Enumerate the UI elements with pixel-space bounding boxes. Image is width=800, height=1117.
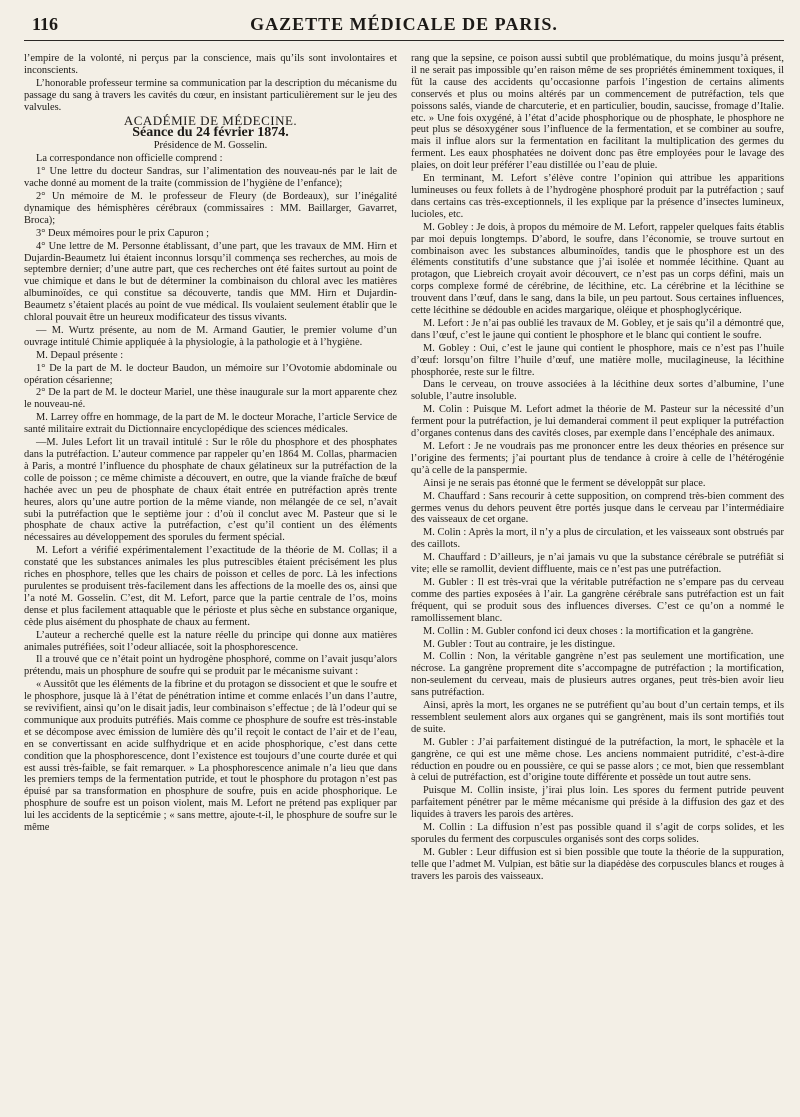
left-column-paragraph: M. Depaul présente : (36, 349, 124, 361)
article-columns (24, 53, 784, 1103)
left-column-paragraph: 1° Une lettre du docteur Sandras, sur l’alimentation des nouveau-nés par le lait de vache donné au moment de la traite (commission de l’hygiène de l’enfance); (24, 166, 397, 190)
right-column-paragraph: M. Colin : Après la mort, il n’y a plus de circulation, et les vaisseaux sont obstrués par des caillots. (411, 527, 784, 551)
right-column-paragraph: M. Gubler : Leur diffusion est si bien possible que toute la théorie de la suppuration, telle que l’admet M. Vulpian, est bâtie sur la diapédèse des corpuscules blancs et rouges à travers les parois des vaisseaux. (411, 846, 784, 882)
left-column-paragraph: M. Larrey offre en hommage, de la part de M. le docteur Morache, l’article Service de santé militaire extrait du Dictionnaire encyclopédique des sciences médicales. (24, 412, 397, 436)
right-column-paragraph: Puisque M. Collin insiste, j’irai plus loin. Les spores du ferment putride peuvent parfaitement pénétrer par le même mécanisme qui préside à la diffusion des gaz et des liquides à travers les parois des artères. (411, 785, 784, 821)
right-column-paragraph: M. Collin : La diffusion n’est pas possible quand il s’agit de corps solides, et les sporules du ferment des corpuscules organisés sont des corps solides. (411, 822, 784, 845)
right-column-paragraph: M. Collin : Non, la véritable gangrène n’est pas seulement une mortification, une nécrose. La gangrène proprement dite s’accompagne de putréfaction ; la mortification, non-seulement du cerveau, mais de plusieurs autres organes, peut très-bien avoir lieu sans putréfaction. (411, 651, 784, 699)
right-column-paragraph: En terminant, M. Lefort s’élève contre l’opinion qui attribue les apparitions lumineuses ou feux follets à de l’hydrogène phosphoré produit par la putréfaction ; sauf dans certains cas très-exceptionnels, il les explique par la présence d’insectes lumineux, lucioles, etc. (411, 173, 784, 220)
left-column-paragraph: L’honorable professeur termine sa communication par la description du mécanisme du passage du sang à travers les cavités du cœur, en insistant particulièrement sur le jeu des valvules. (24, 77, 397, 113)
right-column-paragraph: M. Chauffard : D’ailleurs, je n’ai jamais vu que la substance cérébrale se putréfiât si vite; elle se ramollit, devient diffluente, mais ce n’est pas une putréfaction. (411, 552, 784, 576)
left-column-paragraph: « Aussitôt que les éléments de la fibrine et du protagon se dissocient et que le soufre et le phosphore, jusque là à l’état de pénétration intime et comme enlacés l’un dans l’autre, se revivifient, ainsi qu’on le disait jadis, leur combinaison s’effectue ; de là l’odeur qui se communique aux produits putréfiés. Mais comme ce phosphure de soufre est très-instable et se décompose avec émission de lumière dès qu’il reçoit le contact de l’air et de l’eau, en se convertissant en acide sulfhydrique et en acide phosphorique, c’est dans cette condition que la phosphorescence, dont l’existence est toujours d’une courte durée et qui est aussi très-faible, se fait remarquer. » La phosphorescence animale n’a lieu que dans les premiers temps de la fermentation putride, et tout le phosphore du protagon n’est pas épuisé par sa transformation en phosphure de soufre, puis en acide phosphorique. Le phosphure de soufre est un poison violent, mais M. Lefort ne prétend pas expliquer par lui les accidents de la septicémie ; « sans mettre, ajoute-t-il, le phosphure de soufre sur le même (24, 679, 397, 834)
presidency-line: Présidence de M. Gosselin. (153, 140, 268, 152)
left-column-paragraph: 1° De la part de M. le docteur Baudon, un mémoire sur l’Ovotomie abdominale ou opération césarienne; (24, 362, 397, 386)
running-head (24, 8, 784, 41)
left-column-paragraph: 3° Deux mémoires pour le prix Capuron ; (36, 227, 209, 239)
left-column-paragraph: M. Lefort a vérifié expérimentalement l’exactitude de la théorie de M. Collas; il a constaté que les substances animales les plus putrescibles étaient précisément les plus riches en phosphore, telles que les chairs de poisson et celles de porc. Là les infections purulentes se produisent très-facilement dans les affections de la moelle des os, ainsi que l’a noté M. Gosselin. C’est, dit M. Lefort, parce que la partie centrale de l’os, moins dense et plus facilement attaquable que le périoste et plus sèche en substance organique, cède plus aisément du phosphate de chaux au ferment. (24, 545, 397, 628)
left-column (24, 53, 397, 1103)
right-column-paragraph: M. Chauffard : Sans recourir à cette supposition, on comprend très-bien comment des germes venus du dehors peuvent être portés jusque dans le cerveau par l’intermédiaire des vaisseaux de cet organe. (411, 490, 784, 526)
right-column-paragraph: Ainsi, après la mort, les organes ne se putréfient qu’au bout d’un certain temps, et ils ressemblent seulement alors aux organes qui se gangrènent, mais ils sont mortifiés tout de suite. (411, 700, 784, 735)
right-column-paragraph: M. Gubler : Tout au contraire, je les distingue. (423, 638, 616, 650)
right-column-paragraph: M. Gobley : Oui, c’est le jaune qui contient le phosphore, mais ce n’est pas l’huile d’œuf: lorsqu’on filtre l’huile d’œuf, une matière molle, mucilagineuse, la lécithine phosphorée, reste sur le filtre. (411, 342, 784, 378)
left-column-paragraph: L’auteur a recherché quelle est la nature réelle du principe qui donne aux matières animales putréfiées, soit l’odeur alliacée, soit la phosphorescence. (24, 629, 397, 653)
right-column-paragraph: M. Lefort : Je ne voudrais pas me prononcer entre les deux théories en présence sur l’origine des ferments; j’ai pourtant plus de tendance à croire à celle de l’hétérogénie qu’à celle de la panspermie. (411, 441, 784, 476)
page-number: 116 (32, 14, 59, 34)
section-title: ACADÉMIE DE MÉDECINE. (123, 112, 298, 128)
journal-title: GAZETTE MÉDICALE DE PARIS. (250, 14, 558, 34)
left-column-paragraph: l’empire de la volonté, ni perçus par la conscience, mais qu’ils sont involontaires et inconscients. (24, 53, 397, 76)
left-column-paragraph: — M. Wurtz présente, au nom de M. Armand Gautier, le premier volume d’un ouvrage intitulé Chimie appliquée à la physiologie, à la pathologie et à l’hygiène. (24, 324, 397, 348)
session-title: Séance du 24 février 1874. (132, 125, 289, 141)
right-column-paragraph: M. Gubler : J’ai parfaitement distingué de la putréfaction, la mort, le sphacèle et la gangrène, ce qui est une même chose. Les anciens nommaient putridité, c’est-à-dire réduction en poudre ou en poussière, ce qui se passe alors ; ce mot, bien que ressemblant à celui de putréfaction, est d’origine toute différente et possède un tout autre sens. (411, 736, 784, 784)
right-column-paragraph: M. Gobley : Je dois, à propos du mémoire de M. Lefort, rappeler quelques faits établis par moi depuis longtemps. D’abord, le soufre, dans l’économie, se trouve surtout en combinaison avec les substances albuminoïdes, tandis que le phosphore est un des éléments constitutifs d’une substance que j’ai isolée et nommée lécithine. Quant au protagon, que Liebreich croyait avoir découvert, ce n’est pas un corps défini, mais un corps complexe formé de cérébrine, de lécithine, etc. La cérébrine et la lécithine se trouvent dans l’œuf, dans le sang, dans la bile, un peu partout. Sous certaines influences, cette lécithine se dédouble en acides margarique, oléique et phosphoglycérique. (411, 221, 784, 317)
right-column-paragraph: M. Lefort : Je n’ai pas oublié les travaux de M. Gobley, et je sais qu’il a démontré que, dans l’œuf, c’est le jaune qui contient le phosphore et le blanc qui contient le soufre. (411, 317, 784, 341)
left-column-paragraph: 2° De la part de M. le docteur Mariel, une thèse inaugurale sur la mort apparente chez le nouveau-né. (24, 387, 397, 411)
right-column (411, 53, 784, 1103)
right-column-paragraph: Dans le cerveau, on trouve associées à la lécithine deux sortes d’albumine, l’une soluble, l’autre insoluble. (411, 379, 784, 403)
right-column-paragraph: Ainsi je ne serais pas étonné que le ferment se développât sur place. (423, 477, 706, 489)
right-column-paragraph: M. Collin : M. Gubler confond ici deux choses : la mortification et la gangrène. (423, 625, 754, 637)
left-column-paragraph: —M. Jules Lefort lit un travail intitulé : Sur le rôle du phosphore et des phosphates dans la putréfaction. L’auteur commence par rappeler qu’en 1864 M. Collas, pharmacien à Paris, a montré l’influence du phosphate de chaux gélatineux sur la putréfaction de la colle de poisson ; ce même chimiste a découvert, en outre, que la viande fraîche de bœuf hachée avec un peu de phosphate de chaux était entrée en putréfaction après trente heures, alors qu’une autre portion de la même viande, non mélangée de ce sel, n’avait subi la putréfaction que le septième jour : d’où il conclut avec M. Pasteur que si le phosphate de chaux active la putréfaction, c’est qu’il contient un des éléments nécessaires au développement des sporules du ferment spécial. (24, 437, 397, 544)
right-column-paragraph: M. Gubler : Il est très-vrai que la véritable putréfaction ne s’empare pas du cerveau comme des parties exposées à l’air. La gangrène cérébrale sans putréfaction est un fait fréquent, qui se produit sous des influences diverses. C’est ce qu’on a nommé le ramollissement blanc. (411, 576, 784, 624)
left-column-paragraph: La correspondance non officielle comprend : (36, 153, 223, 165)
right-column-paragraph: M. Colin : Puisque M. Lefort admet la théorie de M. Pasteur sur la nécessité d’un ferment pour la putréfaction, je lui demanderai comment il peut expliquer la putréfaction d’organes contenus dans des cavités closes, par exemple dans l’encéphale des animaux. (411, 404, 784, 440)
right-column-paragraph: rang que la sepsine, ce poison aussi subtil que problématique, du moins jusqu’à présent, il ne serait pas impossible qu’en raison même de ses propriétés éminemment toxiques, il fût la cause des accidents qu’occasionne parfois l’ingestion de certains aliments conservés et plus ou moins altérés par un commencement de putréfaction, tels que poissons salés, viande de charcuterie, et en particulier, boudin, saucisse, fromage d’Italie. etc. » Une fois oxygéné, à l’état d’acide phosphorique ou de phosphate, le phosphore ne peut plus se désoxygéner sous l’influence de la fermentation, et se combiner au soufre, mais il influe alors sur la fermentation en facilitant la multiplication des germes du ferment. Les eaux phosphatées ne doivent donc pas être employées pour le lavage des plaies, on doit leur préférer l’eau distillée ou l’eau de pluie. (411, 53, 784, 172)
left-column-paragraph: Il a trouvé que ce n’était point un hydrogène phosphoré, comme on l’avait jusqu’alors prétendu, mais un phosphure de soufre qui se produit par le mécanisme suivant : (24, 654, 397, 678)
left-column-paragraph: 2° Un mémoire de M. le professeur de Fleury (de Bordeaux), sur l’inégalité dynamique des hémisphères cérébraux (commissaires : MM. Baillarger, Gavarret, Broca); (24, 190, 397, 226)
left-column-paragraph: 4° Une lettre de M. Personne établissant, d’une part, que les travaux de MM. Hirn et Dujardin-Beaumetz lui étaient inconnus lorsqu’il commença ses recherches, au mois de septembre dernier; d’une autre part, que ces recherches ont été faites surtout au point de vue chimique et dans le but de déterminer la combinaison du chloral avec les matières albuminoïdes, ce qui constitue sa découverte, tandis que MM. Hirn et Dujardin-Beaumetz s’étaient placés au point de vue médical. Ils voulaient seulement établir que le chloral pouvait être un heureux modificateur des tissus vivants. (24, 240, 397, 324)
